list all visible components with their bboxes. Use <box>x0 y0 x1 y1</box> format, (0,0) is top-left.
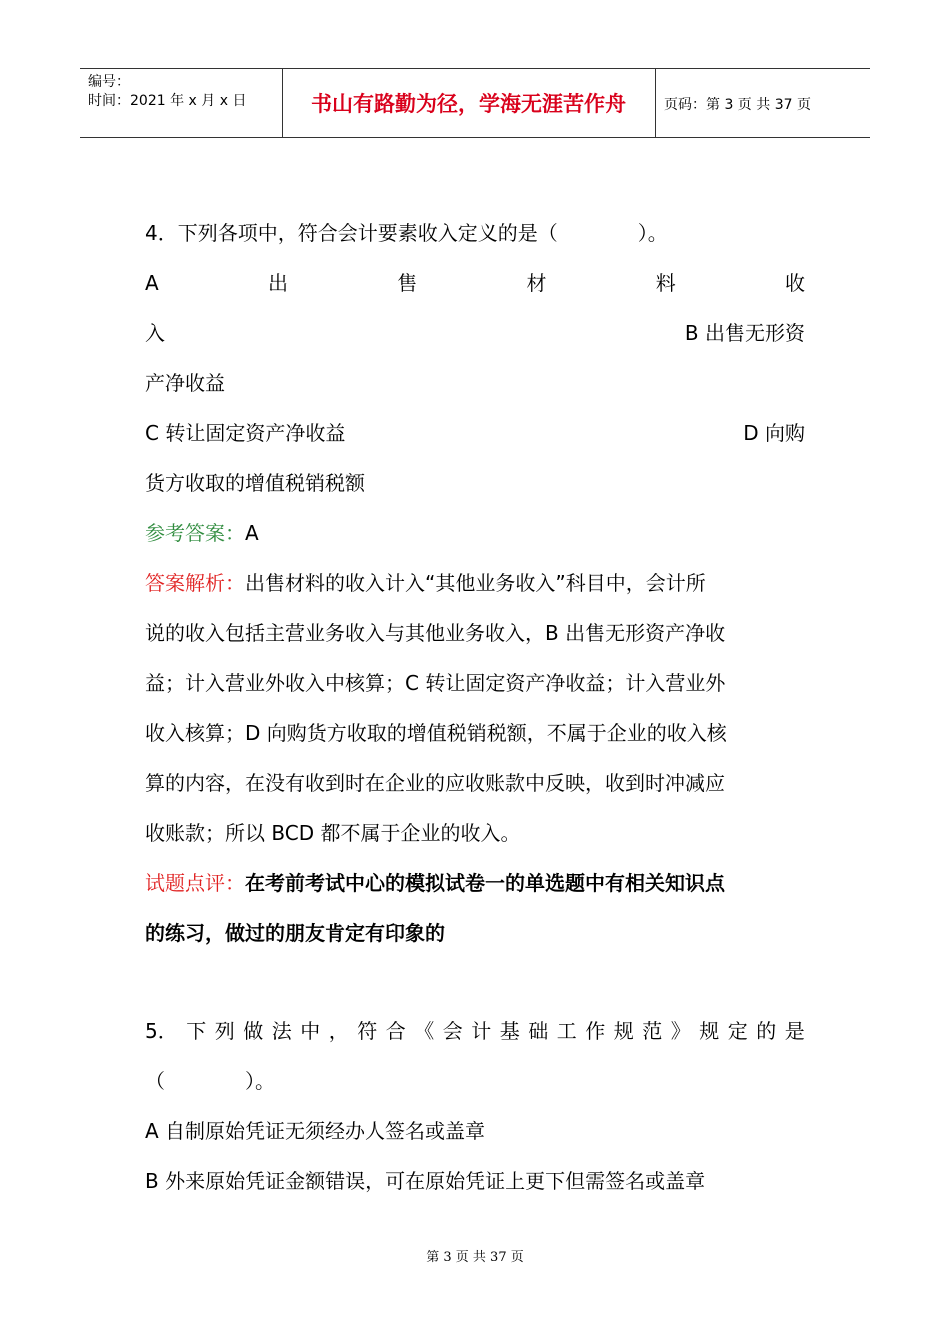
q4-option-a-end: 入 <box>145 321 165 345</box>
q5-stem-char: 》 <box>670 1019 691 1043</box>
q5-stem-char: 规 <box>613 1019 634 1043</box>
q5-stem-char: 基 <box>499 1019 520 1043</box>
q4-option-a-char: 出 <box>267 271 288 295</box>
q5-stem-char: 作 <box>585 1019 606 1043</box>
q5-stem-char: 5． <box>145 1019 178 1043</box>
q4-option-d-end: 货方收取的增值税销税额 <box>145 471 365 495</box>
q5-stem-char: 做 <box>243 1019 264 1043</box>
q5-stem-char: 会 <box>442 1019 463 1043</box>
q4-comment-line: 的练习，做过的朋友肯定有印象的 <box>145 921 445 945</box>
q5-stem-char: 合 <box>385 1019 406 1043</box>
q5-stem-char: 计 <box>471 1019 492 1043</box>
q4-option-c: C 转让固定资产净收益 <box>145 421 346 445</box>
q4-option-a-char: A <box>145 271 159 295</box>
analysis-label: 答案解析： <box>145 571 245 595</box>
q4-option-d: D 向购 <box>743 421 805 445</box>
number-label: 编号： <box>88 74 130 90</box>
q5-stem-end: （ ）。 <box>145 1069 275 1093</box>
q5-stem-char: ， <box>328 1019 349 1043</box>
q5-stem-char: 范 <box>642 1019 663 1043</box>
q4-option-a-char: 材 <box>526 271 547 295</box>
q4-answer <box>145 520 805 546</box>
time-label: 时间：2021 年 x 月 x 日 <box>88 93 247 109</box>
q5-stem <box>145 1018 805 1044</box>
q5-stem-char: 中 <box>300 1019 321 1043</box>
page-header <box>80 68 870 138</box>
q4-option-a <box>145 270 805 296</box>
q4-comment-line <box>145 870 805 896</box>
q4-analysis-line: 说的收入包括主营业务收入与其他业务收入，B 出售无形资产净收 <box>145 621 726 645</box>
q5-option-a: A 自制原始凭证无须经办人签名或盖章 <box>145 1119 486 1143</box>
q4-analysis-line: 收账款；所以 BCD 都不属于企业的收入。 <box>145 821 521 845</box>
comment-text: 在考前考试中心的模拟试卷一的单选题中有相关知识点 <box>245 871 725 895</box>
q5-option-b: B 外来原始凭证金额错误，可在原始凭证上更下但需签名或盖章 <box>145 1169 706 1193</box>
q5-stem-char: 工 <box>556 1019 577 1043</box>
header-divider <box>655 69 656 137</box>
q4-analysis-line: 益；计入营业外收入中核算；C 转让固定资产净收益；计入营业外 <box>145 671 726 695</box>
q5-stem-char: 定 <box>727 1019 748 1043</box>
answer-value: A <box>245 521 259 545</box>
q5-stem-char: 《 <box>414 1019 435 1043</box>
q4-analysis-line <box>145 570 805 596</box>
header-page-info: 页码：第 3 页 共 37 页 <box>664 97 811 113</box>
q5-stem-char: 是 <box>784 1019 805 1043</box>
q4-analysis-line: 算的内容，在没有收到时在企业的应收账款中反映，收到时冲减应 <box>145 771 725 795</box>
q5-stem-char: 列 <box>214 1019 235 1043</box>
analysis-text: 出售材料的收入计入“其他业务收入”科目中，会计所 <box>245 571 706 595</box>
q4-stem: 4．下列各项中，符合会计要素收入定义的是（ ）。 <box>145 221 668 245</box>
q5-stem-char: 的 <box>756 1019 777 1043</box>
comment-label: 试题点评： <box>145 871 245 895</box>
q4-analysis-line: 收入核算；D 向购货方收取的增值税销税额，不属于企业的收入核 <box>145 721 727 745</box>
q5-stem-char: 下 <box>186 1019 207 1043</box>
q4-option-b-end: 产净收益 <box>145 371 225 395</box>
q4-option-c-d-row <box>145 420 805 446</box>
q4-option-a-char: 售 <box>397 271 418 295</box>
q5-stem-char: 础 <box>528 1019 549 1043</box>
q4-option-a-b-row <box>145 320 805 346</box>
header-motto: 书山有路勤为径，学海无涯苦作舟 <box>311 92 626 116</box>
header-meta <box>88 73 246 111</box>
answer-label: 参考答案： <box>145 521 245 545</box>
q5-stem-char: 规 <box>699 1019 720 1043</box>
page-footer: 第 3 页 共 37 页 <box>426 1250 524 1265</box>
q4-option-a-char: 料 <box>655 271 676 295</box>
q5-stem-char: 法 <box>271 1019 292 1043</box>
q4-option-a-char: 收 <box>784 271 805 295</box>
q4-option-b: B 出售无形资 <box>684 321 805 345</box>
q5-stem-char: 符 <box>357 1019 378 1043</box>
